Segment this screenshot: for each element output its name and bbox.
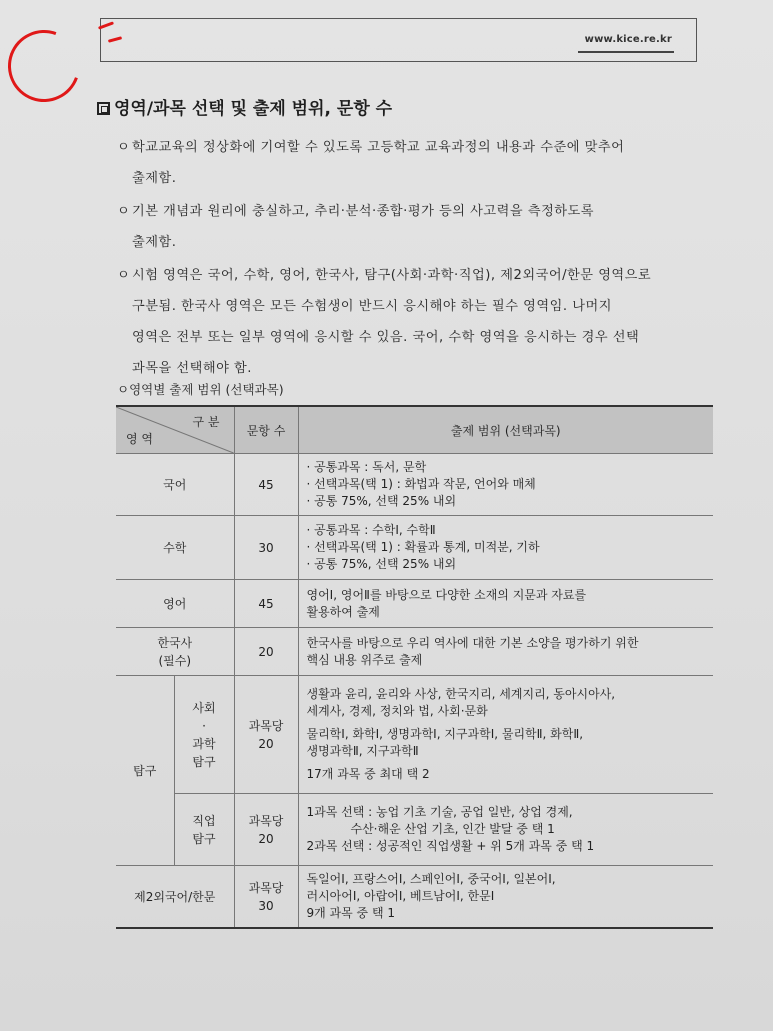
table-caption: ㅇ영역별 출제 범위 (선택과목)	[117, 382, 284, 397]
area-cell	[116, 628, 234, 676]
table-row	[116, 628, 713, 676]
circle-bullet-icon: ㅇ	[117, 268, 131, 283]
area-label: 한국사	[157, 635, 193, 650]
scope-line: 수산·해운 산업 기초, 인간 발달 중 택 1	[350, 822, 555, 836]
sub-area-line: 사회	[192, 700, 216, 715]
circle-bullet-icon: ㅇ	[117, 204, 131, 219]
scope-line: · 선택과목(택 1) : 화법과 작문, 언어와 매체	[306, 477, 536, 491]
area-required-label: (필수)	[158, 653, 192, 668]
count-value: 20	[258, 736, 274, 751]
count-cell	[234, 866, 298, 929]
area-cell: 탐구	[116, 676, 174, 866]
scope-cell	[298, 866, 713, 929]
table-row	[116, 794, 713, 866]
table-row	[116, 676, 713, 794]
scope-line: 생명과학Ⅱ, 지구과학Ⅱ	[306, 744, 419, 758]
bullet-list	[117, 132, 715, 386]
header-corner-cell	[116, 406, 234, 454]
bullet-line: 과목을 선택해야 함.	[132, 361, 252, 376]
area-cell: 국어	[116, 454, 234, 516]
bullet-item	[117, 260, 715, 384]
scope-line: 2과목 선택 : 성공적인 직업생활 + 위 5개 과목 중 택 1	[306, 839, 595, 853]
table-header-row	[116, 406, 713, 454]
scope-cell	[298, 794, 713, 866]
scope-line: 활용하여 출제	[306, 604, 380, 619]
bullet-line: 출제함.	[132, 235, 177, 250]
count-cell	[234, 794, 298, 866]
header-category-label: 구 분	[192, 415, 220, 429]
scope-line: · 공통과목 : 수학Ⅰ, 수학Ⅱ	[306, 523, 436, 537]
table-row	[116, 866, 713, 929]
bullet-line: 출제함.	[132, 171, 177, 186]
scope-line: · 공통과목 : 독서, 문학	[306, 460, 427, 474]
scope-cell	[298, 628, 713, 676]
exam-range-table	[116, 405, 713, 929]
count-cell: 20	[234, 628, 298, 676]
sub-area-line: 탐구	[192, 754, 216, 769]
count-unit: 과목당	[248, 880, 284, 895]
header-scope: 출제 범위 (선택과목)	[298, 406, 713, 454]
scope-line: 물리학Ⅰ, 화학Ⅰ, 생명과학Ⅰ, 지구과학Ⅰ, 물리학Ⅱ, 화학Ⅱ,	[306, 727, 584, 741]
bullet-line: 기본 개념과 원리에 충실하고, 추리·분석·종합·평가 등의 사고력을 측정하도록	[132, 204, 595, 219]
count-unit: 과목당	[248, 813, 284, 828]
bullet-item	[117, 132, 715, 194]
square-bullet-icon	[97, 102, 110, 115]
header-count: 문항 수	[234, 406, 298, 454]
count-value: 30	[258, 898, 274, 913]
red-pen-circle-mark	[0, 18, 92, 114]
scope-line: 핵심 내용 위주로 출제	[306, 652, 423, 667]
scope-line: · 공통 75%, 선택 25% 내외	[306, 557, 457, 571]
bullet-line: 시험 영역은 국어, 수학, 영어, 한국사, 탐구(사회·과학·직업), 제2외국어/한문 영역으로	[132, 268, 652, 283]
section-title	[97, 94, 392, 119]
header-area-label: 영 역	[126, 432, 153, 446]
scope-cell	[298, 516, 713, 580]
count-cell	[234, 676, 298, 794]
scope-line: 영어Ⅰ, 영어Ⅱ를 바탕으로 다양한 소재의 지문과 자료를	[306, 587, 587, 602]
scope-line: 독일어Ⅰ, 프랑스어Ⅰ, 스페인어Ⅰ, 중국어Ⅰ, 일본어Ⅰ,	[306, 872, 556, 886]
scope-note: 17개 과목 중 최대 택 2	[306, 767, 430, 781]
count-cell: 30	[234, 516, 298, 580]
sub-area-line: 직업	[192, 813, 216, 828]
site-url: www.kice.re.kr	[584, 34, 672, 45]
section-title-text: 영역/과목 선택 및 출제 범위, 문항 수	[114, 99, 393, 119]
scope-line: 세계사, 경제, 정치와 법, 사회·문화	[306, 704, 488, 718]
count-value: 20	[258, 831, 274, 846]
bullet-line: 구분됨. 한국사 영역은 모든 수험생이 반드시 응시해야 하는 필수 영역임. 나머지	[132, 299, 612, 314]
sub-area-line: 과학	[192, 736, 216, 751]
table-row	[116, 580, 713, 628]
header-rule	[578, 51, 674, 53]
count-cell: 45	[234, 454, 298, 516]
circle-bullet-icon: ㅇ	[117, 140, 131, 155]
area-cell: 제2외국어/한문	[116, 866, 234, 929]
scope-line: 9개 과목 중 택 1	[306, 906, 395, 920]
table-row	[116, 454, 713, 516]
page-header	[100, 18, 697, 62]
bullet-line: 영역은 전부 또는 일부 영역에 응시할 수 있음. 국어, 수학 영역을 응시하는 경우 선택	[132, 330, 640, 345]
scope-line: 러시아어Ⅰ, 아랍어Ⅰ, 베트남어Ⅰ, 한문Ⅰ	[306, 889, 495, 903]
scope-cell	[298, 454, 713, 516]
count-cell: 45	[234, 580, 298, 628]
sub-area-line: ·	[202, 718, 206, 733]
bullet-line: 학교교육의 정상화에 기여할 수 있도록 고등학교 교육과정의 내용과 수준에 맞추어	[132, 140, 625, 155]
bullet-item	[117, 196, 715, 258]
area-cell: 수학	[116, 516, 234, 580]
sub-area-line: 탐구	[192, 831, 216, 846]
table-row	[116, 516, 713, 580]
sub-area-cell	[174, 676, 234, 794]
scope-line: 1과목 선택 : 농업 기초 기술, 공업 일반, 상업 경제,	[306, 805, 573, 819]
scope-cell	[298, 580, 713, 628]
scope-line: 한국사를 바탕으로 우리 역사에 대한 기본 소양을 평가하기 위한	[306, 635, 639, 650]
scope-line: · 공통 75%, 선택 25% 내외	[306, 494, 457, 508]
count-unit: 과목당	[248, 718, 284, 733]
scope-cell	[298, 676, 713, 794]
scope-line: 생활과 윤리, 윤리와 사상, 한국지리, 세계지리, 동아시아사,	[306, 687, 616, 701]
sub-area-cell	[174, 794, 234, 866]
scope-line: · 선택과목(택 1) : 확률과 통계, 미적분, 기하	[306, 540, 540, 554]
area-cell: 영어	[116, 580, 234, 628]
